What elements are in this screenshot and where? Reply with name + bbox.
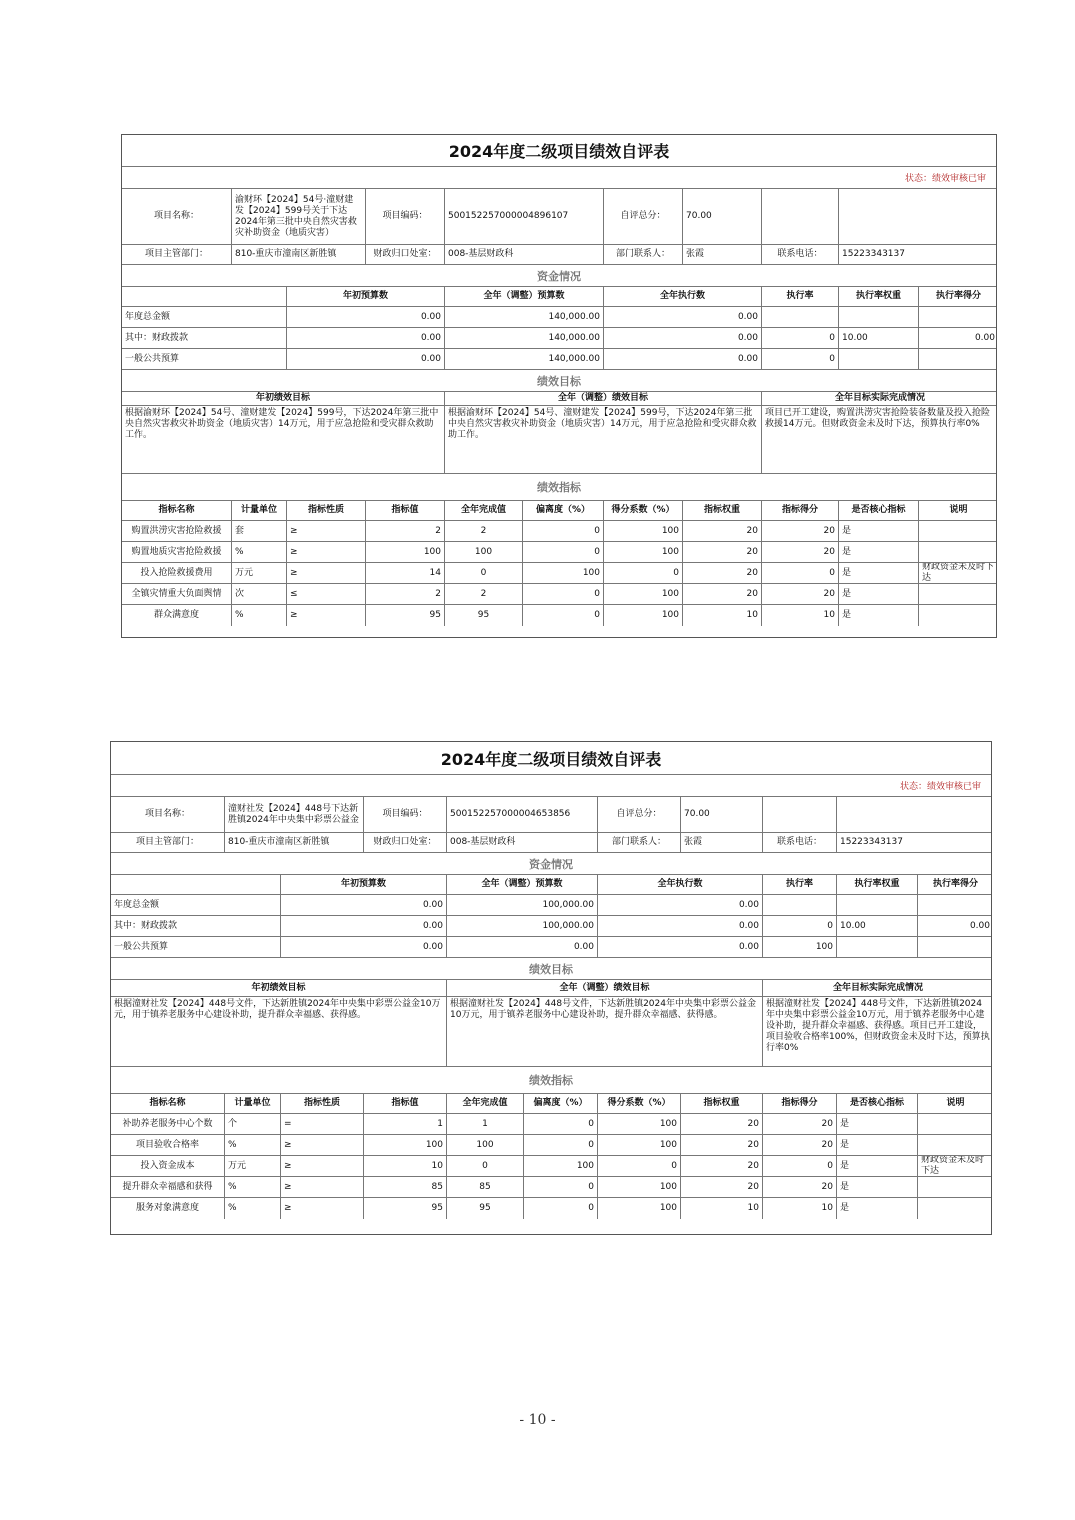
indicator-cell-note: 财政资金未及时下达 <box>922 563 995 583</box>
fund-cell-adjusted: 140,000.00 <box>445 328 604 348</box>
indicator-cell-score: 20 <box>763 1114 837 1134</box>
indicator-cell-score: 20 <box>762 542 839 562</box>
indicator-cell-target: 14 <box>366 563 445 583</box>
form-title: 2024年度二级项目绩效自评表 <box>440 749 662 769</box>
indicator-cell-deviation: 0 <box>524 1114 598 1134</box>
row-f1 <box>111 916 991 937</box>
score-label: 自评总分： <box>598 797 681 832</box>
indicator-cell-name: 全镇灾情重大负面舆情 <box>122 584 232 604</box>
indicator-cell-actual: 0 <box>445 563 523 583</box>
row-fsec <box>111 853 991 875</box>
row-i4 <box>122 605 996 626</box>
indicator-cell-coef: 100 <box>604 521 683 541</box>
indicator-cell-actual: 100 <box>447 1135 524 1155</box>
indicator-cell-name: 提升群众幸福感和获得 <box>111 1177 225 1197</box>
fund-header: 执行率 <box>762 287 839 306</box>
blank-cell <box>763 797 837 832</box>
row-title <box>122 135 996 167</box>
indicator-cell-note <box>919 521 998 541</box>
indicator-header: 指标权重 <box>681 1094 763 1113</box>
fund-cell-name: 年度总金额 <box>122 307 287 327</box>
indicator-cell-unit: 套 <box>232 521 287 541</box>
indicator-header: 得分系数（%） <box>604 501 683 520</box>
indicator-cell-unit: % <box>225 1135 281 1155</box>
indicator-cell-actual: 1 <box>447 1114 524 1134</box>
contact-label: 部门联系人： <box>598 833 681 852</box>
indicator-cell-score: 0 <box>762 563 839 583</box>
fund-cell-rate: 0 <box>762 349 839 369</box>
fund-cell-name: 一般公共预算 <box>122 349 287 369</box>
fund-header: 全年（调整）预算数 <box>447 875 598 894</box>
row-gbody <box>122 406 996 474</box>
fund-cell-adjusted: 100,000.00 <box>447 895 598 915</box>
finance-office-value: 008-基层财政科 <box>445 245 604 264</box>
indicator-cell-score: 20 <box>763 1135 837 1155</box>
indicator-cell-nature: ≥ <box>287 542 366 562</box>
indicator-cell-weight: 20 <box>681 1135 763 1155</box>
fund-cell-adjusted: 140,000.00 <box>445 307 604 327</box>
indicator-cell-nature: ≥ <box>281 1177 364 1197</box>
indicator-cell-score: 20 <box>762 584 839 604</box>
row-ihead <box>122 501 996 521</box>
row-gbody <box>111 997 991 1067</box>
indicator-cell-weight: 20 <box>683 542 762 562</box>
fund-cell-weight <box>837 937 918 957</box>
indicator-cell-name: 投入资金成本 <box>111 1156 225 1176</box>
indicator-cell-core: 是 <box>837 1135 918 1155</box>
goal-text: 根据渝财环【2024】54号、潼财建发【2024】599号，下达2024年第三批中央自然灾害救灾补助资金（地质灾害）14万元，用于应急抢险和受灾群众救助工作。 <box>445 406 762 473</box>
row-dept <box>122 245 996 265</box>
row-fhead <box>111 875 991 895</box>
row-ghead <box>111 980 991 997</box>
indicator-header: 指标性质 <box>281 1094 364 1113</box>
fund-cell-rate <box>763 895 837 915</box>
indicator-cell-weight: 20 <box>681 1177 763 1197</box>
row-dept <box>111 833 991 853</box>
indicator-cell-target: 85 <box>364 1177 447 1197</box>
indicator-cell-coef: 100 <box>598 1177 681 1197</box>
indicator-cell-target: 100 <box>364 1135 447 1155</box>
indicator-cell-score: 10 <box>763 1198 837 1219</box>
project-name-value: 渝财环【2024】54号·潼财建发【2024】599号关于下达2024年第三批中央自然灾害救灾补助资金（地质灾害） <box>232 189 366 244</box>
indicator-cell-name: 项目验收合格率 <box>111 1135 225 1155</box>
finance-office-label: 财政归口处室： <box>366 245 445 264</box>
indicator-cell-score: 20 <box>762 521 839 541</box>
fund-cell-rate <box>762 307 839 327</box>
indicator-cell-score: 20 <box>763 1177 837 1197</box>
indicator-cell-note <box>919 605 998 626</box>
indicator-cell-deviation: 0 <box>524 1198 598 1219</box>
indicator-cell-unit: % <box>232 605 287 626</box>
indicator-cell-score: 10 <box>762 605 839 626</box>
goal-section-title: 绩效目标 <box>537 374 581 388</box>
phone-label: 联系电话： <box>763 833 837 852</box>
fund-cell-weight <box>839 349 919 369</box>
row-name <box>111 797 991 833</box>
project-code-value: 500152257000004653856 <box>447 797 598 832</box>
indicator-cell-target: 95 <box>364 1198 447 1219</box>
indicator-cell-weight: 10 <box>681 1198 763 1219</box>
fund-cell-rate: 0 <box>762 328 839 348</box>
fund-cell-adjusted: 140,000.00 <box>445 349 604 369</box>
indicator-header: 偏离度（%） <box>523 501 604 520</box>
indicator-cell-actual: 85 <box>447 1177 524 1197</box>
goal-text: 根据潼财社发【2024】448号文件，下达新胜镇2024年中央集中彩票公益金10万元，用于镇养老服务中心建设补助，提升群众幸福感、获得感。项目已开工建设，项目验收合格率100%，但财政资金未及时下达，预算执行率0% <box>766 999 990 1053</box>
score-value: 70.00 <box>683 189 762 244</box>
fund-header: 执行率得分 <box>935 291 981 301</box>
project-code-label: 项目编码： <box>364 797 447 832</box>
indicator-header: 计量单位 <box>232 501 287 520</box>
indicator-header: 计量单位 <box>225 1094 281 1113</box>
fund-cell-adjusted: 100,000.00 <box>447 916 598 936</box>
indicator-cell-actual: 95 <box>445 605 523 626</box>
fund-cell-weight <box>839 307 919 327</box>
indicator-header: 指标得分 <box>763 1094 837 1113</box>
indicator-cell-nature: ≥ <box>281 1156 364 1176</box>
indicator-header: 指标得分 <box>762 501 839 520</box>
indicator-header: 说明 <box>946 1098 965 1108</box>
indicator-cell-coef: 100 <box>604 542 683 562</box>
indicator-cell-note: 财政资金未及时下达 <box>921 1156 985 1176</box>
fund-cell-weight: 10.00 <box>837 916 918 936</box>
indicator-cell-coef: 100 <box>604 584 683 604</box>
fund-section-title: 资金情况 <box>537 269 581 283</box>
row-status <box>122 167 996 189</box>
fund-header: 执行率得分 <box>932 879 978 889</box>
indicator-cell-note <box>919 584 998 604</box>
goal-text: 根据渝财环【2024】54号、潼财建发【2024】599号，下达2024年第三批中央自然灾害救灾补助资金（地质灾害）14万元，用于应急抢险和受灾群众救助工作。 <box>122 406 445 473</box>
row-i3 <box>122 584 996 605</box>
fund-cell-initial: 0.00 <box>281 937 447 957</box>
goal-header: 全年（调整）绩效目标 <box>447 980 763 996</box>
fund-cell-name: 其中：财政拨款 <box>111 916 281 936</box>
fund-cell-score <box>918 937 993 957</box>
page-number: - 10 - <box>519 1412 556 1428</box>
indicator-cell-core: 是 <box>837 1156 918 1176</box>
row-f0 <box>122 307 996 328</box>
row-f0 <box>111 895 991 916</box>
indicator-cell-deviation: 0 <box>523 521 604 541</box>
indicator-cell-actual: 0 <box>447 1156 524 1176</box>
goal-header: 全年（调整）绩效目标 <box>445 392 762 405</box>
indicator-cell-name: 购置地质灾害抢险救援 <box>122 542 232 562</box>
fund-cell-score <box>919 307 998 327</box>
fund-header: 执行率 <box>763 875 837 894</box>
indicator-cell-target: 100 <box>366 542 445 562</box>
row-i2 <box>122 563 996 584</box>
indicator-cell-core: 是 <box>837 1114 918 1134</box>
indicator-cell-nature: ≥ <box>287 521 366 541</box>
dept-label: 项目主管部门： <box>122 245 232 264</box>
indicator-cell-nature: ≤ <box>287 584 366 604</box>
phone-label: 联系电话： <box>762 245 839 264</box>
row-f1 <box>122 328 996 349</box>
fund-cell-name: 一般公共预算 <box>111 937 281 957</box>
row-i4 <box>111 1198 991 1219</box>
indicator-cell-nature: ≥ <box>281 1198 364 1219</box>
indicator-cell-weight: 20 <box>683 584 762 604</box>
indicator-cell-note <box>918 1177 993 1197</box>
indicator-cell-coef: 100 <box>598 1135 681 1155</box>
row-isec <box>111 1067 991 1094</box>
project-name-label: 项目名称： <box>122 189 232 244</box>
indicator-cell-core: 是 <box>839 584 919 604</box>
fund-cell-executed: 0.00 <box>598 937 763 957</box>
evaluation-form <box>110 741 992 1235</box>
contact-value: 张霞 <box>683 245 762 264</box>
indicator-cell-core: 是 <box>839 542 919 562</box>
row-i3 <box>111 1177 991 1198</box>
blank-cell <box>762 189 839 244</box>
blank-cell <box>122 287 287 306</box>
row-i0 <box>122 521 996 542</box>
evaluation-form <box>121 134 997 638</box>
fund-header: 全年执行数 <box>604 287 762 306</box>
indicator-cell-coef: 100 <box>604 605 683 626</box>
indicator-cell-nature: = <box>281 1114 364 1134</box>
indicator-header: 指标权重 <box>683 501 762 520</box>
indicator-header: 指标值 <box>364 1094 447 1113</box>
indicator-cell-note <box>918 1135 993 1155</box>
fund-cell-weight <box>837 895 918 915</box>
indicator-cell-core: 是 <box>837 1177 918 1197</box>
project-name-value: 潼财社发【2024】448号下达新胜镇2024年中央集中彩票公益金 <box>225 797 364 832</box>
indicator-cell-deviation: 100 <box>523 563 604 583</box>
indicator-header: 是否核心指标 <box>839 501 919 520</box>
fund-cell-executed: 0.00 <box>598 916 763 936</box>
finance-office-value: 008-基层财政科 <box>447 833 598 852</box>
indicator-cell-unit: % <box>225 1177 281 1197</box>
score-label: 自评总分： <box>604 189 683 244</box>
indicator-cell-coef: 0 <box>604 563 683 583</box>
indicator-cell-unit: 万元 <box>232 563 287 583</box>
project-name-label: 项目名称： <box>111 797 225 832</box>
indicator-header: 指标名称 <box>122 501 232 520</box>
indicator-cell-core: 是 <box>839 521 919 541</box>
indicator-cell-target: 2 <box>366 584 445 604</box>
indicator-cell-coef: 100 <box>598 1114 681 1134</box>
fund-cell-weight: 10.00 <box>839 328 919 348</box>
fund-header: 年初预算数 <box>287 287 445 306</box>
indicator-cell-weight: 20 <box>681 1156 763 1176</box>
row-fsec <box>122 265 996 287</box>
score-value: 70.00 <box>681 797 763 832</box>
indicator-cell-deviation: 0 <box>524 1135 598 1155</box>
dept-value: 810-重庆市潼南区新胜镇 <box>232 245 366 264</box>
indicator-cell-coef: 0 <box>598 1156 681 1176</box>
indicator-cell-target: 95 <box>366 605 445 626</box>
blank-cell <box>837 797 993 832</box>
blank-cell <box>839 189 998 244</box>
indicator-cell-core: 是 <box>839 563 919 583</box>
row-i1 <box>122 542 996 563</box>
indicator-cell-deviation: 0 <box>523 605 604 626</box>
fund-header: 执行率权重 <box>837 875 918 894</box>
fund-cell-executed: 0.00 <box>604 349 762 369</box>
goal-header: 年初绩效目标 <box>122 392 445 405</box>
indicator-cell-deviation: 0 <box>524 1177 598 1197</box>
indicator-header: 说明 <box>949 505 968 515</box>
fund-cell-initial: 0.00 <box>281 916 447 936</box>
fund-cell-initial: 0.00 <box>287 307 445 327</box>
goal-text: 根据潼财社发【2024】448号文件，下达新胜镇2024年中央集中彩票公益金10万元，用于镇养老服务中心建设补助，提升群众幸福感、获得感。 <box>111 997 447 1066</box>
goal-header: 年初绩效目标 <box>111 980 447 996</box>
indicator-section-title: 绩效指标 <box>537 481 581 494</box>
row-status <box>111 775 991 797</box>
row-ihead <box>111 1094 991 1114</box>
goal-section-title: 绩效目标 <box>529 962 573 976</box>
indicator-cell-name: 投入抢险救援费用 <box>122 563 232 583</box>
row-f2 <box>122 349 996 370</box>
indicator-cell-actual: 2 <box>445 521 523 541</box>
indicator-cell-coef: 100 <box>598 1198 681 1219</box>
indicator-cell-note <box>919 542 998 562</box>
indicator-cell-core: 是 <box>837 1198 918 1219</box>
indicator-cell-note <box>918 1198 993 1219</box>
indicator-cell-weight: 20 <box>681 1114 763 1134</box>
indicator-cell-deviation: 0 <box>523 542 604 562</box>
indicator-cell-actual: 100 <box>445 542 523 562</box>
row-i0 <box>111 1114 991 1135</box>
row-f2 <box>111 937 991 958</box>
indicator-cell-unit: 次 <box>232 584 287 604</box>
contact-value: 张霞 <box>681 833 763 852</box>
fund-cell-rate: 0 <box>763 916 837 936</box>
indicator-cell-weight: 20 <box>683 563 762 583</box>
row-name <box>122 189 996 245</box>
fund-cell-score <box>918 895 993 915</box>
fund-header: 全年执行数 <box>598 875 763 894</box>
indicator-cell-nature: ≥ <box>287 605 366 626</box>
indicator-cell-target: 1 <box>364 1114 447 1134</box>
phone-value: 15223343137 <box>840 837 903 847</box>
fund-cell-executed: 0.00 <box>598 895 763 915</box>
project-code-value: 500152257000004896107 <box>445 189 604 244</box>
indicator-cell-deviation: 0 <box>523 584 604 604</box>
fund-cell-initial: 0.00 <box>281 895 447 915</box>
indicator-cell-name: 群众满意度 <box>122 605 232 626</box>
indicator-cell-name: 服务对象满意度 <box>111 1198 225 1219</box>
goal-text: 根据潼财社发【2024】448号文件，下达新胜镇2024年中央集中彩票公益金10万元，用于镇养老服务中心建设补助，提升群众幸福感、获得感。 <box>447 997 763 1066</box>
contact-label: 部门联系人： <box>604 245 683 264</box>
indicator-header: 全年完成值 <box>447 1094 524 1113</box>
fund-header: 年初预算数 <box>281 875 447 894</box>
row-isec <box>122 474 996 501</box>
fund-cell-executed: 0.00 <box>604 307 762 327</box>
fund-section-title: 资金情况 <box>529 857 573 871</box>
indicator-cell-unit: 万元 <box>225 1156 281 1176</box>
indicator-cell-nature: ≥ <box>281 1135 364 1155</box>
fund-cell-executed: 0.00 <box>604 328 762 348</box>
form-title: 2024年度二级项目绩效自评表 <box>448 142 670 161</box>
goal-text: 项目已开工建设，购置洪涝灾害抢险装备数量及投入抢险救援14万元。但财政资金未及时下达，预算执行率0% <box>765 408 991 429</box>
indicator-header: 指标值 <box>366 501 445 520</box>
row-gsec <box>122 370 996 392</box>
fund-cell-adjusted: 0.00 <box>447 937 598 957</box>
indicator-cell-weight: 20 <box>683 521 762 541</box>
indicator-cell-core: 是 <box>839 605 919 626</box>
indicator-cell-target: 10 <box>364 1156 447 1176</box>
indicator-header: 指标性质 <box>287 501 366 520</box>
fund-header: 全年（调整）预算数 <box>445 287 604 306</box>
row-fhead <box>122 287 996 307</box>
indicator-cell-score: 0 <box>763 1156 837 1176</box>
fund-header: 执行率权重 <box>839 287 919 306</box>
fund-cell-rate: 100 <box>763 937 837 957</box>
row-i2 <box>111 1156 991 1177</box>
fund-cell-name: 年度总金额 <box>111 895 281 915</box>
indicator-section-title: 绩效指标 <box>529 1074 573 1087</box>
dept-value: 810-重庆市潼南区新胜镇 <box>225 833 364 852</box>
goal-header: 全年目标实际完成情况 <box>832 982 923 993</box>
fund-cell-initial: 0.00 <box>287 349 445 369</box>
indicator-cell-target: 2 <box>366 521 445 541</box>
fund-cell-name: 其中：财政拨款 <box>122 328 287 348</box>
indicator-cell-weight: 10 <box>683 605 762 626</box>
goal-header: 全年目标实际完成情况 <box>834 393 925 403</box>
status-badge: 状态：绩效审核已审 <box>899 782 981 792</box>
fund-cell-score: 0.00 <box>969 920 990 931</box>
indicator-cell-unit: % <box>232 542 287 562</box>
indicator-header: 是否核心指标 <box>837 1094 918 1113</box>
project-code-label: 项目编码： <box>366 189 445 244</box>
fund-cell-initial: 0.00 <box>287 328 445 348</box>
blank-cell <box>111 875 281 894</box>
row-ghead <box>122 392 996 406</box>
indicator-cell-unit: % <box>225 1198 281 1219</box>
dept-label: 项目主管部门： <box>111 833 225 852</box>
row-i1 <box>111 1135 991 1156</box>
indicator-cell-name: 购置洪涝灾害抢险救援 <box>122 521 232 541</box>
fund-cell-score <box>919 349 998 369</box>
indicator-cell-nature: ≥ <box>287 563 366 583</box>
indicator-cell-actual: 2 <box>445 584 523 604</box>
phone-value: 15223343137 <box>842 249 905 259</box>
indicator-header: 得分系数（%） <box>598 1094 681 1113</box>
indicator-cell-name: 补助养老服务中心个数 <box>111 1114 225 1134</box>
row-title <box>111 742 991 775</box>
indicator-header: 指标名称 <box>111 1094 225 1113</box>
indicator-cell-unit: 个 <box>225 1114 281 1134</box>
indicator-header: 全年完成值 <box>445 501 523 520</box>
indicator-cell-deviation: 100 <box>524 1156 598 1176</box>
status-badge: 状态：绩效审核已审 <box>904 174 986 184</box>
row-gsec <box>111 958 991 980</box>
indicator-cell-actual: 95 <box>447 1198 524 1219</box>
indicator-header: 偏离度（%） <box>524 1094 598 1113</box>
finance-office-label: 财政归口处室： <box>364 833 447 852</box>
fund-cell-score: 0.00 <box>974 332 995 343</box>
indicator-cell-note <box>918 1114 993 1134</box>
